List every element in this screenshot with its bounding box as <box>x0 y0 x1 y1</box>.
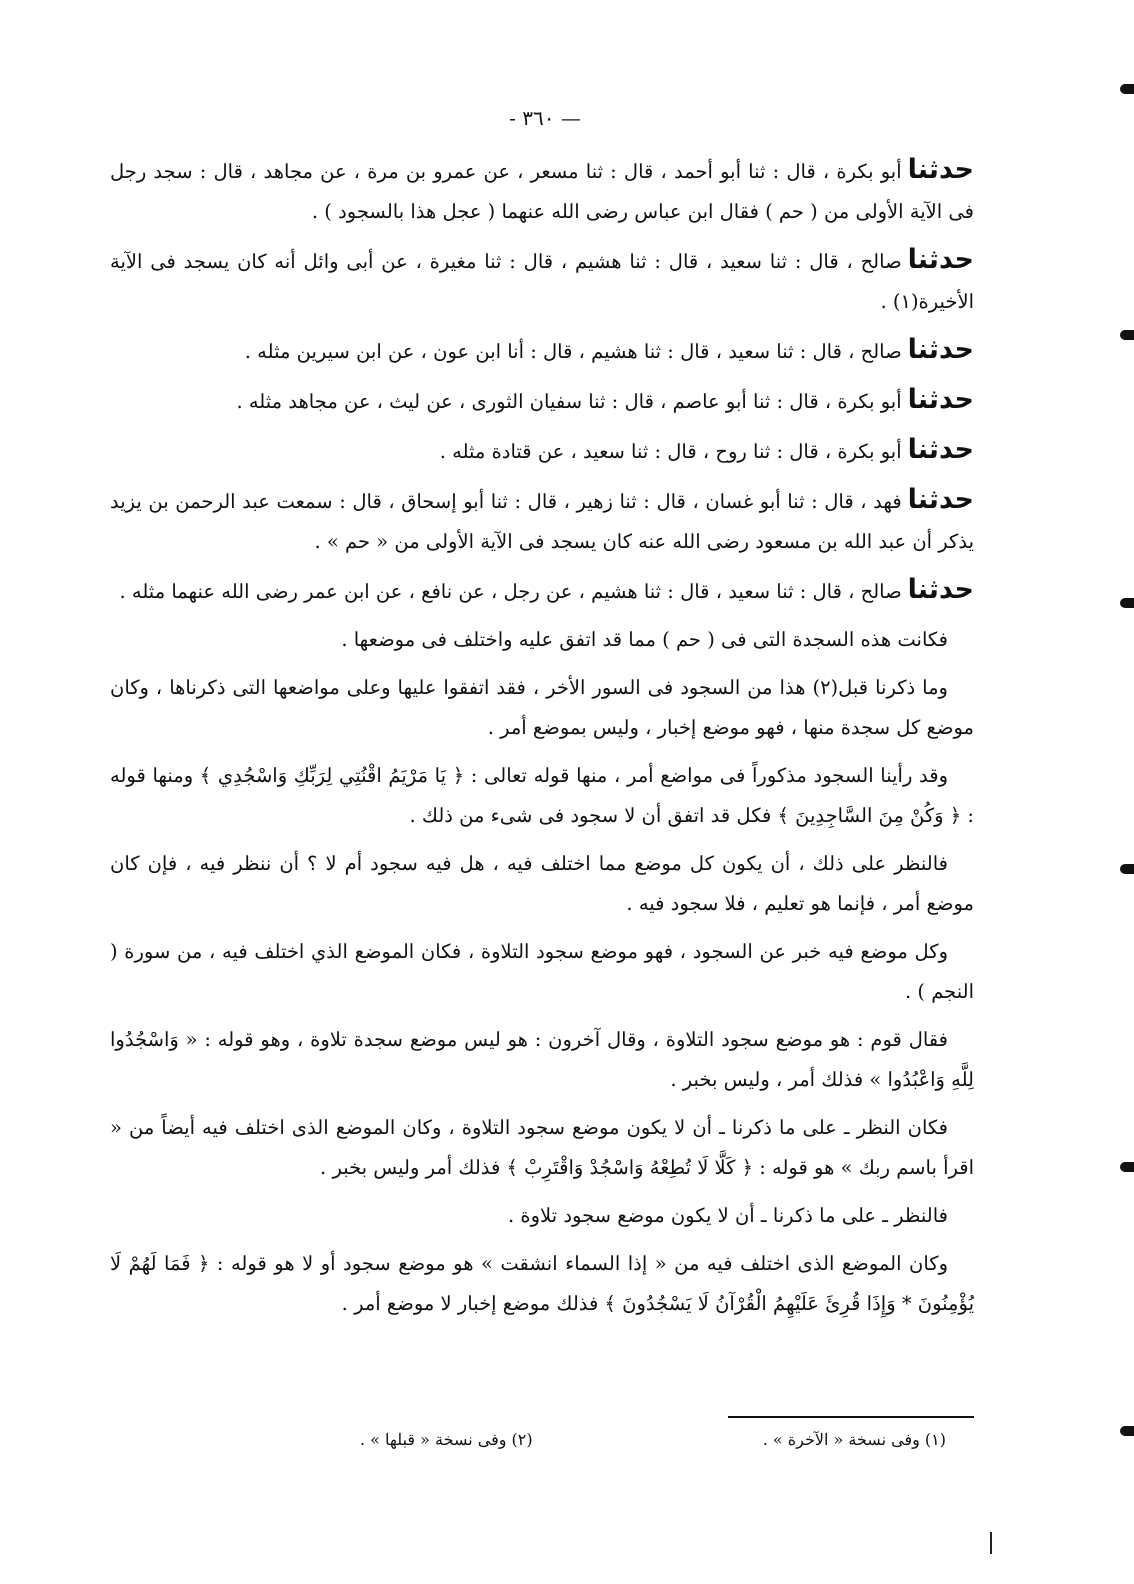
paragraph-text: صالح ، قال : ثنا سعيد ، قال : ثنا هشيم ، قال : ثنا مغيرة ، عن أبى وائل أنه كان يسجد فى الآية الأخيرة(١) . <box>110 250 974 313</box>
paragraph-text: أبو بكرة ، قال : ثنا أبو أحمد ، قال : ثنا مسعر ، عن عمرو بن مرة ، عن مجاهد ، قال : سجد رجل فى الآية الأولى من ( حم ) فقال ابن عباس رضى الله عنهما ( عجل هذا بالسجود ) . <box>110 160 974 223</box>
paragraph-commentary: وكان الموضع الذى اختلف فيه من « إذا السماء انشقت » هو موضع سجود أو لا هو قوله : ﴿ فَمَا لَهُمْ لَا يُؤْمِنُونَ * وَإِذَا قُرِئَ عَلَيْهِمُ الْقُرْآنُ لَا يَسْجُدُونَ ﴾ فذلك موضع إخبار لا موضع أمر . <box>110 1252 974 1315</box>
scan-edge-mark <box>1120 1162 1134 1172</box>
paragraph-lead: حدثنا <box>907 434 974 465</box>
paragraph-lead: حدثنا <box>907 244 974 275</box>
scan-edge-mark <box>1120 84 1134 94</box>
paragraph-commentary: فالنظر على ذلك ، أن يكون كل موضع مما اختلف فيه ، هل فيه سجود أم لا ؟ أن ننظر فيه ، فإن كان موضع أمر ، فإنما هو تعليم ، فلا سجود فيه . <box>110 852 974 915</box>
paragraph-text: أبو بكرة ، قال : ثنا أبو عاصم ، قال : ثنا سفيان الثورى ، عن ليث ، عن مجاهد مثله . <box>236 390 902 413</box>
footnote-1: (١) وفى نسخة « الآخرة » . <box>762 1430 946 1449</box>
paragraph-hadith-3 <box>110 330 974 372</box>
paragraph-commentary: وكل موضع فيه خبر عن السجود ، فهو موضع سجود التلاوة ، فكان الموضع الذي اختلف فيه ، من سورة ( النجم ) . <box>110 940 974 1003</box>
footnote-2: (٢) وفى نسخة « قبلها » . <box>360 1430 533 1449</box>
paragraph-hadith-6 <box>110 480 974 562</box>
footnote-divider <box>728 1416 974 1418</box>
paragraph-commentary: وقد رأينا السجود مذكوراً فى مواضع أمر ، منها قوله تعالى : ﴿ يَا مَرْيَمُ اقْنُتِي لِرَبِّكِ وَاسْجُدِي ﴾ ومنها قوله : ﴿ وَكُنْ مِنَ السَّاجِدِينَ ﴾ فكل قد اتفق أن لا سجود فى شىء من ذلك . <box>110 764 974 827</box>
paragraph-text: أبو بكرة ، قال : ثنا روح ، قال : ثنا سعيد ، عن قتادة مثله . <box>439 440 902 463</box>
scan-edge-mark <box>1120 1426 1134 1436</box>
paragraph-commentary: فالنظر ـ على ما ذكرنا ـ أن لا يكون موضع سجود تلاوة . <box>508 1204 948 1227</box>
paragraph-commentary: وما ذكرنا قبل(٢) هذا من السجود فى السور الأخر ، فقد اتفقوا عليها وعلى مواضعها التى ذكرناها ، وكان موضع كل سجدة منها ، فهو موضع إخبار ، وليس بموضع أمر . <box>110 676 974 739</box>
scan-edge-mark <box>1120 330 1134 340</box>
page-number: — ٣٦٠ - <box>509 106 581 130</box>
paragraph-hadith-5 <box>110 430 974 472</box>
paragraph-commentary: فكان النظر ـ على ما ذكرنا ـ أن لا يكون موضع سجود التلاوة ، وكان الموضع الذى اختلف فيه أيضاً من « اقرأ باسم ربك » هو قوله : ﴿ كَلَّا لَا تُطِعْهُ وَاسْجُدْ وَاقْتَرِبْ ﴾ فذلك أمر وليس بخبر . <box>110 1116 974 1179</box>
paragraph-hadith-7 <box>110 570 974 612</box>
paragraph-commentary: فقال قوم : هو موضع سجود التلاوة ، وقال آخرون : هو ليس موضع سجدة تلاوة ، وهو قوله : « وَاسْجُدُوا لِلَّهِ وَاعْبُدُوا » فذلك أمر ، وليس بخبر . <box>110 1028 974 1091</box>
paragraph-commentary: فكانت هذه السجدة التى فى ( حم ) مما قد اتفق عليه واختلف فى موضعها . <box>341 628 948 651</box>
paragraph-hadith-4 <box>110 380 974 422</box>
paragraph-text: صالح ، قال : ثنا سعيد ، قال : ثنا هشيم ، قال : أنا ابن عون ، عن ابن سيرين مثله . <box>244 340 902 363</box>
paragraph-lead: حدثنا <box>907 384 974 415</box>
paragraph-lead: حدثنا <box>907 334 974 365</box>
paragraph-lead: حدثنا <box>907 484 974 515</box>
paragraph-text: صالح ، قال : ثنا سعيد ، قال : ثنا هشيم ، عن رجل ، عن نافع ، عن ابن عمر رضى الله عنهما مثله . <box>119 580 902 603</box>
paragraph-hadith-1 <box>110 150 974 232</box>
paragraph-text: فهد ، قال : ثنا أبو غسان ، قال : ثنا زهير ، قال : ثنا أبو إسحاق ، قال : سمعت عبد الرحمن بن يزيد يذكر أن عبد الله بن مسعود رضى الله عنه كان يسجد فى الآية الأولى من « حم » . <box>110 490 974 553</box>
paragraph-lead: حدثنا <box>907 574 974 605</box>
footnotes <box>360 1430 946 1449</box>
scan-margin-tick <box>990 1532 992 1554</box>
scan-edge-mark <box>1120 864 1134 874</box>
paragraph-hadith-2 <box>110 240 974 322</box>
scan-edge-mark <box>1120 598 1134 608</box>
paragraph-lead: حدثنا <box>907 154 974 185</box>
body-text <box>110 150 974 1332</box>
